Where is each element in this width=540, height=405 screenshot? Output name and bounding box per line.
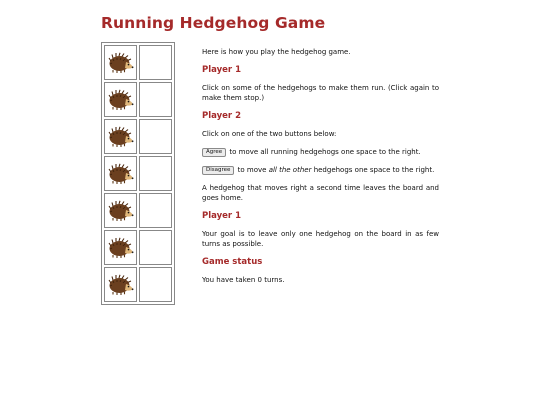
agree-line: [202, 147, 439, 157]
player1-text: Click on some of the hedgehogs to make them run. (Click again to make them stop.): [202, 84, 439, 102]
game-status-heading: Game status: [202, 257, 263, 267]
board-cell-right: [139, 156, 172, 191]
intro-text: Here is how you play the hedgehog game.: [202, 48, 351, 56]
disagree-description-emphasis: all the other: [268, 166, 312, 174]
hedgehog-icon[interactable]: [108, 52, 134, 74]
disagree-button[interactable]: Disagree: [202, 166, 234, 175]
hedgehog-icon[interactable]: [108, 274, 134, 296]
board-cell-start: [104, 230, 137, 265]
agree-description: to move all running hedgehogs one space to the right.: [229, 148, 421, 156]
board-cell-start: [104, 267, 137, 302]
goal-text: Your goal is to leave only one hedgehog on the board in as few turns as possible.: [202, 230, 439, 248]
game-status-text: [202, 275, 439, 285]
disagree-line: [202, 165, 439, 175]
board-cell-start: [104, 82, 137, 117]
hedgehog-icon[interactable]: [108, 89, 134, 111]
hedgehog-icon[interactable]: [108, 126, 134, 148]
player1-heading: Player 1: [202, 65, 241, 75]
board-cell-right: [139, 82, 172, 117]
instructions: [202, 47, 439, 293]
board-cell-start: [104, 119, 137, 154]
board-cell-start: [104, 45, 137, 80]
page-title: Running Hedgehog Game: [101, 14, 326, 32]
board-cell-right: [139, 230, 172, 265]
agree-button[interactable]: Agree: [202, 148, 226, 157]
hedgehog-icon[interactable]: [108, 163, 134, 185]
board-cell-start: [104, 193, 137, 228]
board-row: [104, 230, 172, 265]
game-board: [101, 42, 175, 305]
board-row: [104, 82, 172, 117]
board-cell-right: [139, 193, 172, 228]
hedgehog-icon[interactable]: [108, 200, 134, 222]
player2-heading: Player 2: [202, 111, 241, 121]
status-suffix: turns.: [264, 276, 285, 284]
disagree-description-pre: to move: [237, 166, 267, 174]
hedgehog-icon[interactable]: [108, 237, 134, 259]
goal-heading: Player 1: [202, 211, 241, 221]
board-row: [104, 156, 172, 191]
board-cell-start: [104, 156, 137, 191]
board-row: [104, 45, 172, 80]
board-row: [104, 267, 172, 302]
disagree-description-post: hedgehogs one space to the right.: [313, 166, 435, 174]
board-cell-right: [139, 45, 172, 80]
board-cell-right: [139, 267, 172, 302]
player2-text: Click on one of the two buttons below:: [202, 130, 337, 138]
board-row: [104, 193, 172, 228]
board-row: [104, 119, 172, 154]
status-prefix: You have taken: [202, 276, 256, 284]
leave-rule-text: A hedgehog that moves right a second time leaves the board and goes home.: [202, 184, 439, 202]
turns-count: 0: [257, 276, 262, 284]
board-cell-right: [139, 119, 172, 154]
